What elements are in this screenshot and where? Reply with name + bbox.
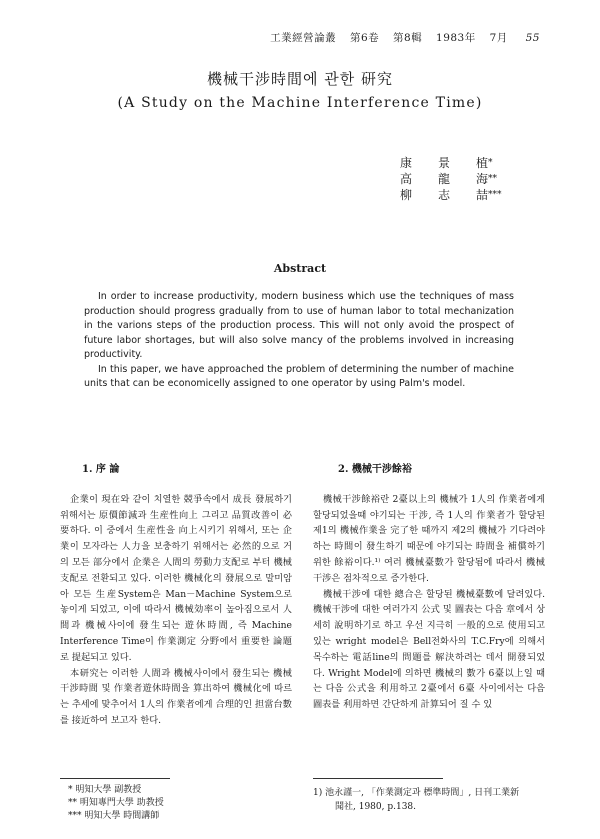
running-header bbox=[260, 30, 540, 45]
footnote-line: 聞社, 1980, p.138. bbox=[335, 802, 417, 812]
footnote-divider bbox=[313, 778, 443, 779]
abstract-paragraph: In this paper, we have approached the problem of determining the number of machine units that can be economicelly assigned to one operator by using Palm's model. bbox=[84, 363, 514, 389]
section-heading: 1. 序 論 bbox=[82, 464, 120, 475]
author-char: 龍 bbox=[438, 172, 451, 186]
author-3 bbox=[400, 187, 502, 203]
year: 1983年 bbox=[436, 32, 476, 44]
journal-name: 工業經營論叢 bbox=[270, 32, 337, 44]
author-char: 海 bbox=[476, 172, 489, 186]
section-introduction bbox=[60, 462, 292, 729]
author-mark: * bbox=[488, 158, 493, 168]
author-char: 柳 bbox=[400, 188, 413, 202]
body-paragraph: 本研究는 이러한 人間과 機械사이에서 發生되는 機械干涉時間 및 作業者遊休時間을 算出하여 機械化에 따르는 추세에 맞추어서 1人의 作業者에게 合理的인 担當台數를 接近하여 보고자 한다. bbox=[60, 667, 292, 726]
author-affiliations bbox=[68, 784, 164, 823]
reference-footnote bbox=[313, 786, 548, 814]
body-paragraph: 機械干涉에 대한 總合은 할당된 機械臺數에 달려있다. 機械干涉에 대한 여러가지 公式 및 圖表는 다음 章에서 상세히 說明하기로 하고 우선 지극히 一般的으로 使用되고 있는 wright model은 Bell전화사의 T.C.Fry에 의해서 목수하는 電話line의 問題를 解決하려는 데서 開發되었다. Wright Model에 의하면 機械의 數가 6臺以上일 때는 다음 公式을 利用하고 2臺에서 6臺 사이에서는 다음 圖表를 利用하면 간단하게 計算되어 질 수 있 bbox=[313, 588, 545, 711]
author-mark: ** bbox=[488, 174, 498, 184]
author-char: 喆 bbox=[476, 188, 489, 202]
month: 7月 bbox=[489, 32, 508, 44]
section-heading: 2. 機械干涉餘裕 bbox=[338, 464, 412, 475]
section-machine-interference bbox=[313, 462, 545, 713]
affiliation: * 明知大學 副教授 bbox=[68, 785, 142, 795]
author-mark: *** bbox=[488, 190, 502, 200]
abstract-heading: Abstract bbox=[273, 262, 327, 275]
abstract-paragraph: In order to increase productivity, modern business which use the techniques of mass production should progress gradually from to use of human labor to total mechanization in the varions steps of the production process. This will not only avoid the prospect of future labor shortages, but will also solve mancy of the problems involved in increasing productivity. bbox=[84, 291, 514, 360]
footnote-divider bbox=[60, 778, 170, 779]
footnote-line: 1) 池永謹一, 「作業測定과 標準時間」, 日刊工業新 bbox=[313, 788, 520, 798]
author-list bbox=[400, 155, 502, 203]
issue: 第8輯 bbox=[392, 32, 423, 44]
title-english: (A Study on the Machine Interference Time) bbox=[117, 95, 483, 111]
author-char: 植 bbox=[476, 156, 489, 170]
affiliation: ** 明知專門大學 助教授 bbox=[68, 798, 164, 808]
volume: 第6卷 bbox=[349, 32, 380, 44]
body-paragraph: 企業이 現在와 같이 치열한 競爭속에서 成長 發展하기 위해서는 原價節減과 生産性向上 그리고 品質改善이 必要하다. 이 중에서 生産性을 向上시키기 위해서, 또는 企業이 모자라는 人力을 보충하기 위해서는 必然的으로 거의 모든 部分에서 企業은 人間의 勞動力支配로 부터 機械支配로 전환되고 있다. 이러한 機械化의 發展으로 말미암아 모든 生産System은 Man－Machine System으로 놓이게 되었고, 이에 따라서 機械効率이 높아짐으로서 人間과 機械사이에 發生되는 遊休時間, 즉 Machine Interference Time이 作業測定 分野에서 重要한 論題로 提起되고 있다. bbox=[60, 493, 292, 663]
author-1 bbox=[400, 155, 502, 171]
abstract-body bbox=[84, 290, 514, 392]
author-char: 景 bbox=[438, 156, 451, 170]
author-2 bbox=[400, 171, 502, 187]
body-paragraph: 機械干涉餘裕란 2臺以上의 機械가 1人의 作業者에게 할당되었을때 야기되는 干涉, 즉 1人의 作業者가 할당된 제1의 機械作業을 完了한 때까지 제2의 機械가 기다려야 하는 時間이 發生하기 때문에 야기되는 時間을 補償하기 위한 餘裕이다.¹⁾ 여러 機械臺數가 할당됨에 따라서 機械干涉은 점차적으로 증가한다. bbox=[313, 493, 545, 584]
page-number: 55 bbox=[525, 32, 540, 44]
affiliation: *** 明知大學 時間講師 bbox=[68, 811, 160, 821]
author-char: 康 bbox=[400, 156, 413, 170]
author-char: 高 bbox=[400, 172, 413, 186]
title-korean: 機械干涉時間에 관한 研究 bbox=[206, 70, 393, 88]
author-char: 志 bbox=[438, 188, 451, 202]
